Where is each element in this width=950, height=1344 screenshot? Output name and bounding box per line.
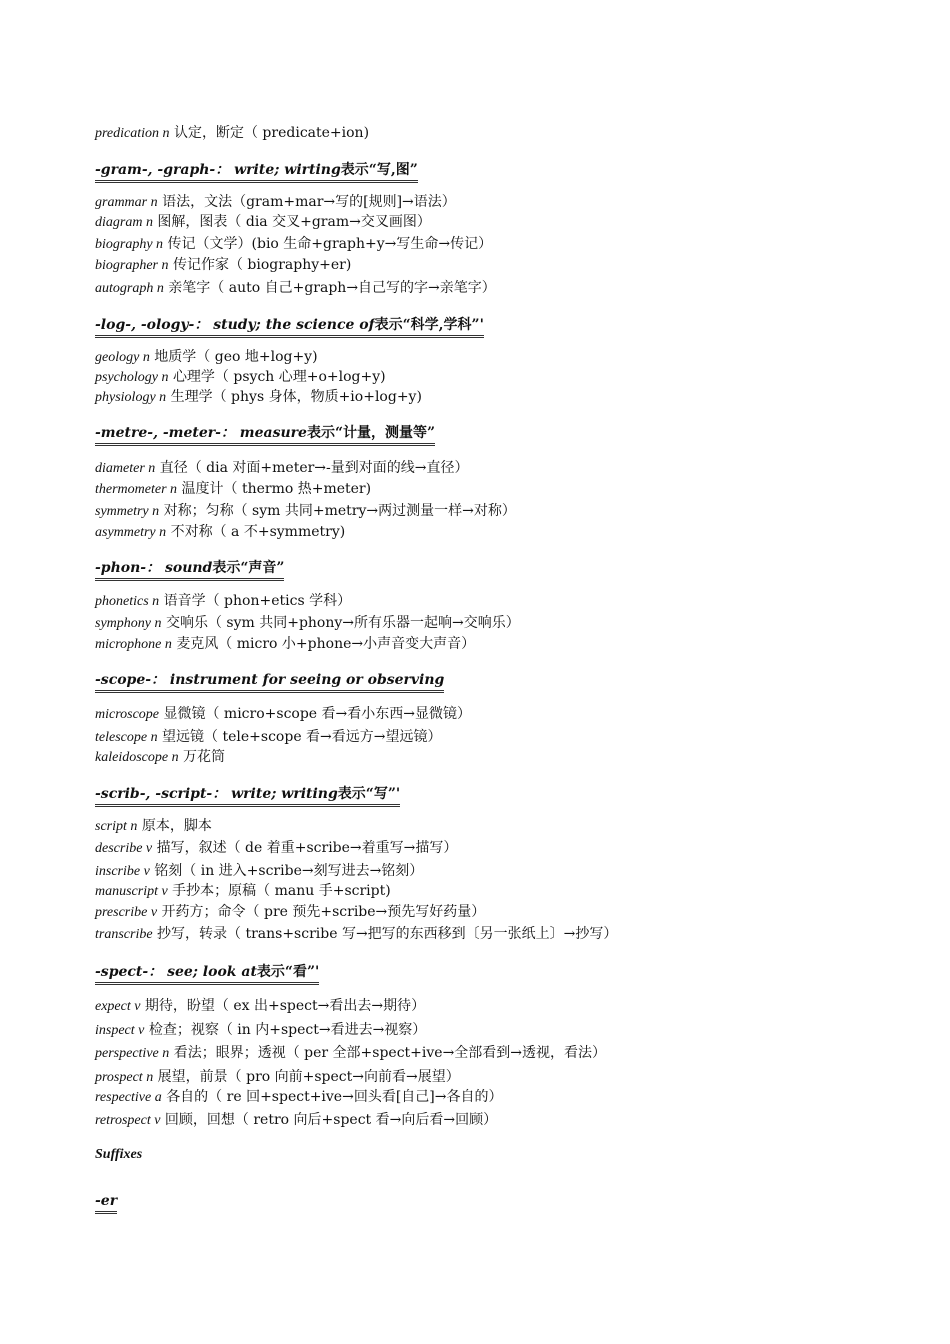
entry-script: script n 原本，脚本 [95,818,212,834]
entry-biography: biography n 传记（文学）(bio 生命+graph+y→写生命→传记） [95,236,493,252]
suffixes-heading: Suffixes [95,1147,143,1162]
entry-thermometer: thermometer n 温度计（ thermo 热+meter) [95,481,372,497]
entry-prescribe: prescribe v 开药方；命令（ pre 预先+scribe→预先写好药量） [95,904,486,920]
entry-physiology: physiology n 生理学（ phys 身体，物质+io+log+y) [95,389,422,405]
section-heading-scrib: -scrib-, -script-： write; writing表示“写”' [95,785,400,807]
entry-retrospect: retrospect v 回顾，回想（ retro 向后+spect 看→向后看→回顾） [95,1112,498,1128]
entry-diagram: diagram n 图解，图表（ dia 交叉+gram→交叉画图） [95,214,431,230]
entry-diameter: diameter n 直径（ dia 对面+meter→-量到对面的线→直径） [95,460,469,476]
entry-telescope: telescope n 望远镜（ tele+scope 看→看远方→望远镜） [95,729,442,745]
entry-inspect: inspect v 检查；视察（ in 内+spect→看进去→视察） [95,1022,427,1038]
entry-expect: expect v 期待，盼望（ ex 出+spect→看出去→期待） [95,998,426,1014]
section-heading-er: -er [95,1192,117,1214]
section-heading-log: -log-, -ology-： study; the science of表示“科学,学科”' [95,316,484,338]
entry-describe: describe v 描写，叙述（ de 着重+scribe→着重写→描写） [95,840,458,856]
entry-transcribe: transcribe 抄写，转录（ trans+scribe 写→把写的东西移到〔另一张纸上〕→抄写） [95,926,618,942]
section-heading-spect: -spect-： see; look at表示“看”' [95,963,319,985]
entry-biographer: biographer n 传记作家（ biography+er) [95,257,352,273]
entry-psychology: psychology n 心理学（ psych 心理+o+log+y) [95,369,386,385]
entry-autograph: autograph n 亲笔字（ auto 自己+graph→自己写的字→亲笔字） [95,280,496,296]
entry-respective: respective a 各自的（ re 回+spect+ive→回头看[自己]→各自的） [95,1089,503,1105]
entry-symmetry: symmetry n 对称；匀称（ sym 共同+metry→两过测量一样→对称） [95,503,516,519]
entry-phonetics: phonetics n 语音学（ phon+etics 学科） [95,593,352,609]
entry-kaleidoscope: kaleidoscope n 万花筒 [95,749,226,765]
entry-predication: predication n 认定，断定（ predicate+ion) [95,125,370,141]
entry-prospect: prospect n 展望，前景（ pro 向前+spect→向前看→展望） [95,1069,460,1085]
entry-inscribe: inscribe v 铭刻（ in 进入+scribe→刻写进去→铭刻） [95,863,424,879]
entry-manuscript: manuscript v 手抄本；原稿（ manu 手+script) [95,883,391,899]
section-heading-gram: -gram-, -graph-： write; wirting表示“写,图” [95,161,418,183]
section-heading-phon: -phon-： sound表示“声音” [95,559,284,581]
entry-geology: geology n 地质学（ geo 地+log+y) [95,349,318,365]
section-heading-scope: -scope-： instrument for seeing or observing [95,671,444,693]
entry-microphone: microphone n 麦克风（ micro 小+phone→小声音变大声音） [95,636,476,652]
entry-microscope: microscope 显微镜（ micro+scope 看→看小东西→显微镜） [95,706,471,722]
entry-asymmetry: asymmetry n 不对称（ a 不+symmetry) [95,524,346,540]
section-heading-meter: -metre-, -meter-： measure表示“计量，测量等” [95,424,435,446]
entry-perspective: perspective n 看法；眼界；透视（ per 全部+spect+ive→全部看到→透视，看法） [95,1045,607,1061]
entry-symphony: symphony n 交响乐（ sym 共同+phony→所有乐器一起响→交响乐） [95,615,520,631]
entry-grammar: grammar n 语法，文法（gram+mar→写的[规则]→语法） [95,194,456,210]
